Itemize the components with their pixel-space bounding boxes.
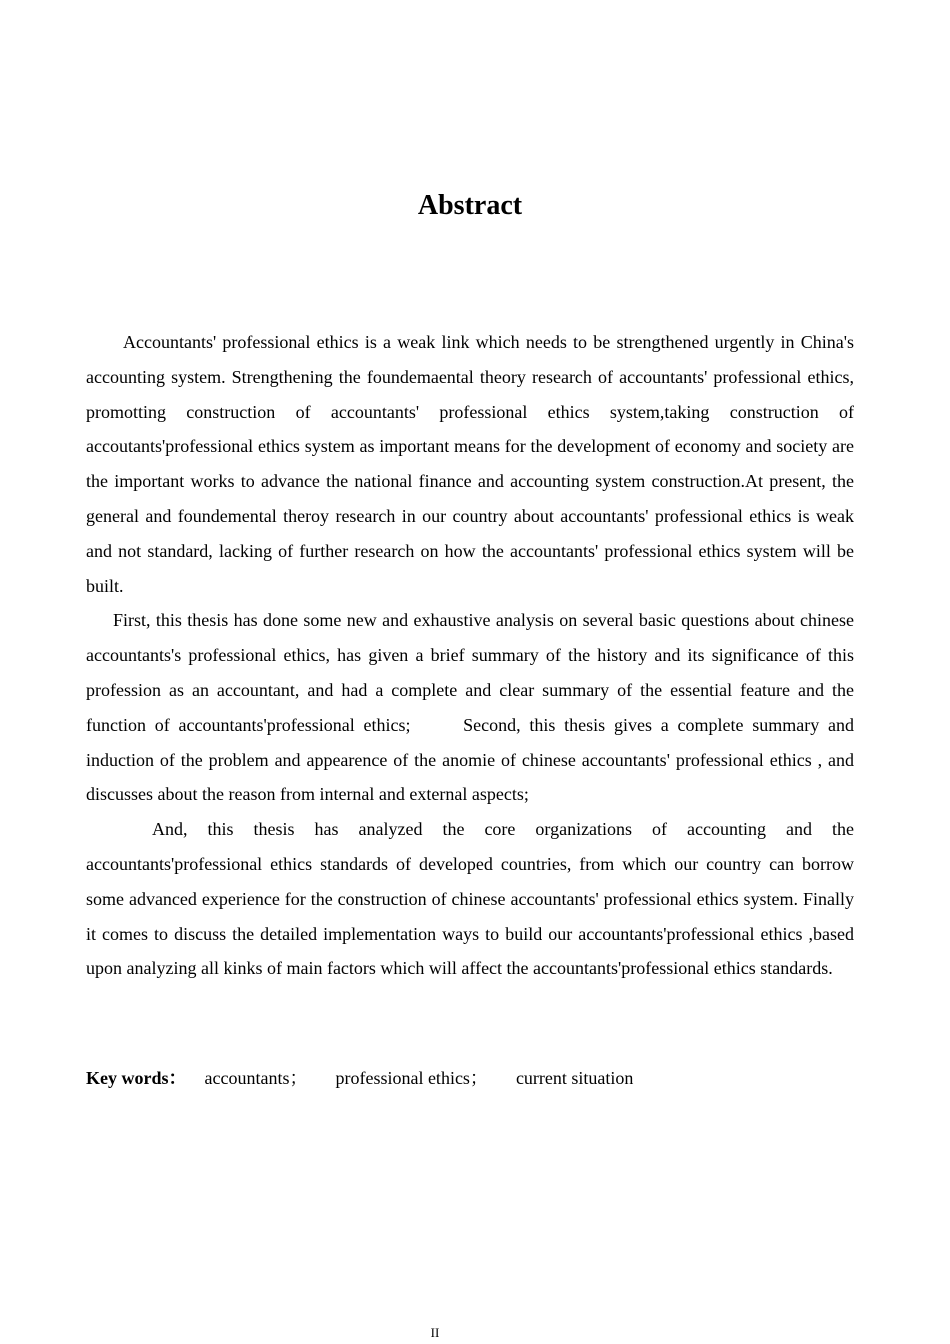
keyword-item: current situation	[515, 1068, 634, 1088]
abstract-body	[86, 325, 854, 986]
keyword-item: accountants；	[204, 1068, 308, 1088]
abstract-paragraph-3: And, this thesis has analyzed the core organizations of accounting and the accountants'professional ethics standards of developed countries, from which our country can borrow some advanced experience for the construction of chinese accountants' professional ethics system. Finally it comes to discuss the detailed implementation ways to build our accountants'professional ethics ,based upon analyzing all kinks of main factors which will affect the accountants'professional ethics standards.	[86, 819, 854, 979]
keywords-label: Key words：	[86, 1068, 187, 1088]
abstract-paragraph-1: Accountants' professional ethics is a weak link which needs to be strengthened urgently in China's accounting system. Strengthening the foundemaental theory research of accountants' professional ethics, promotting construction of accountants' professional ethics system,taking construction of accoutants'professional ethics system as important means for the development of economy and society are the important works to advance the national finance and accounting system construction.At present, the general and foundemental theroy research in our country about accountants' professional ethics is weak and not standard, lacking of further research on how the accountants' professional ethics system will be built.	[86, 332, 854, 596]
keyword-item: professional ethics；	[335, 1068, 488, 1088]
abstract-paragraph-2: First, this thesis has done some new and exhaustive analysis on several basic questions about chinese accountants's professional ethics, has given a brief summary of the history and its significance of this profession as an accountant, and had a complete and clear summary of the essential feature and the function of accountants'professional ethics; Second, this thesis gives a complete summary and induction of the problem and appearence of the anomie of chinese accountants' professional ethics , and discusses about the reason from internal and external aspects;	[86, 610, 854, 805]
keywords-line	[86, 1061, 854, 1095]
page-number: II	[430, 1325, 440, 1340]
abstract-title: Abstract	[417, 190, 523, 221]
